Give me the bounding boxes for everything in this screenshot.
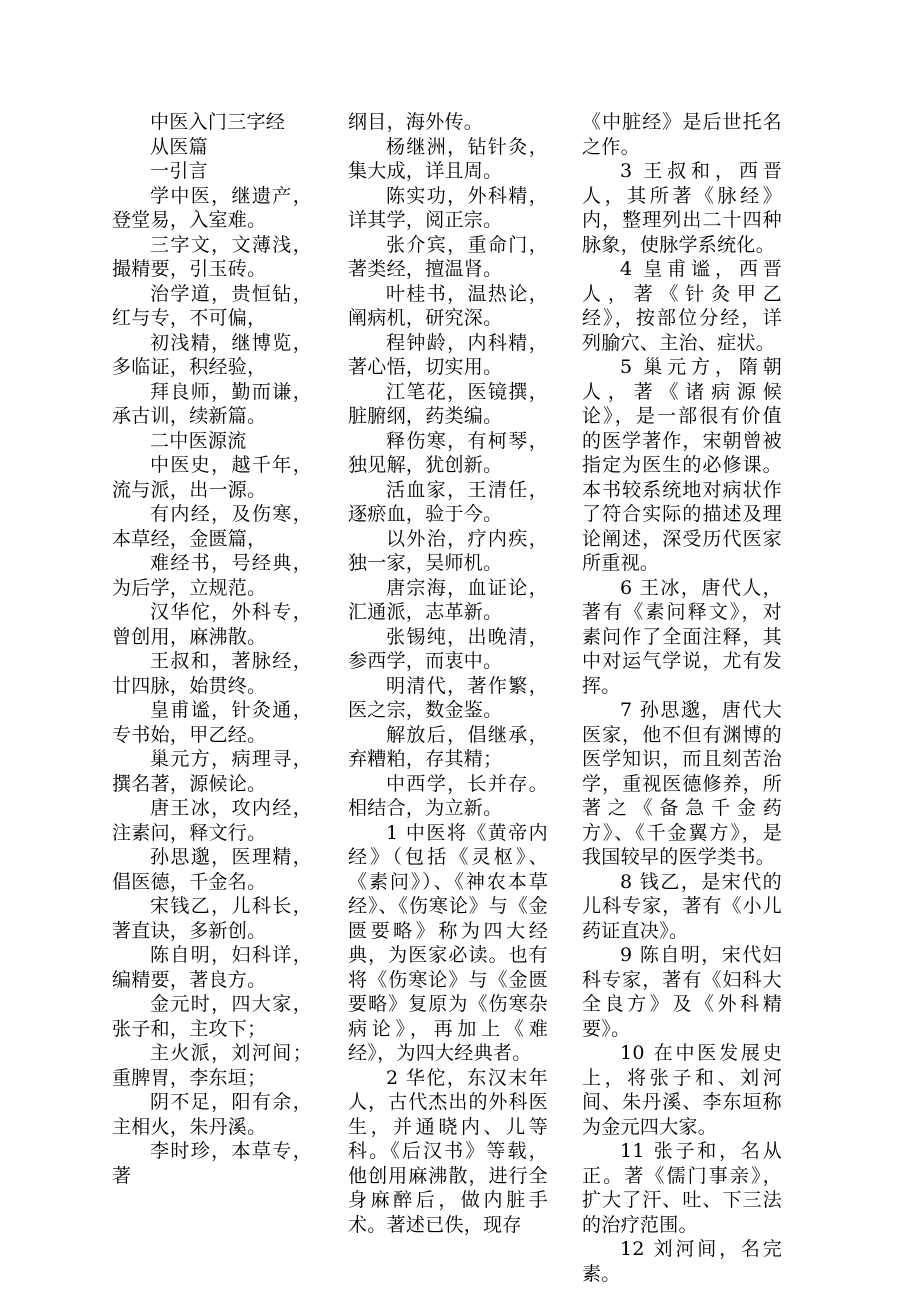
verse-line: 主火派，刘河间；重脾胃，李东垣； bbox=[112, 1042, 312, 1089]
verse-line: 中医史，越千年，流与派，出一源。 bbox=[112, 454, 312, 501]
verse-line: 学中医，继遗产，登堂易，入室难。 bbox=[112, 184, 312, 231]
verse-line: 治学道，贵恒钻，红与专，不可偏， bbox=[112, 282, 312, 329]
verse-line: 解放后，倡继承，弃糟粕，存其精； bbox=[348, 723, 548, 770]
verse-line: 中西学，长并存。相结合，为立新。 bbox=[348, 772, 548, 819]
verse-line: 阴不足，阳有余，主相火，朱丹溪。 bbox=[112, 1091, 312, 1138]
column-middle bbox=[348, 110, 548, 1237]
doc-title: 中医入门三字经 bbox=[150, 111, 286, 133]
verse-line: 宋钱乙，儿科长，著直诀，多新创。 bbox=[112, 895, 312, 942]
verse-line: 巢元方，病理寻，撰名著，源候论。 bbox=[112, 748, 312, 795]
verse-line: 纲目，海外传。 bbox=[348, 111, 484, 133]
verse-line: 陈自明，妇科详，编精要，著良方。 bbox=[112, 944, 312, 991]
verse-line: 唐宗海，血证论，汇通派，志革新。 bbox=[348, 576, 548, 623]
note-paragraph: 11 张子和，名从正。著《儒门事亲》，扩大了汗、吐、下三法的治疗范围。 bbox=[582, 1140, 782, 1236]
note-paragraph: 12 刘河间，名完素。 bbox=[582, 1238, 782, 1285]
note-paragraph: 1 中医将《黄帝内经》（包括《灵枢》、《素问》）、《神农本草经》、《伤寒论》与《金匮要略》称为四大经典，为医家必读。也有将《伤寒论》与《金匮要略》复原为《伤寒杂病论》，再加上《难经》，为四大经典者。 bbox=[348, 821, 548, 1064]
section-heading: 从医篇 bbox=[150, 135, 208, 158]
verse-line: 陈实功，外科精，详其学，阅正宗。 bbox=[348, 184, 548, 231]
verse-line: 程钟龄，内科精，著心悟，切实用。 bbox=[348, 331, 548, 378]
subsection-heading: 二中医源流 bbox=[150, 429, 247, 452]
column-right bbox=[582, 110, 782, 1286]
note-paragraph: 10 在中医发展史上，将张子和、刘河间、朱丹溪、李东垣称为金元四大家。 bbox=[582, 1042, 782, 1138]
verse-line: 江笔花，医镜撰，脏腑纲，药类编。 bbox=[348, 380, 548, 427]
note-paragraph: 5 巢元方，隋朝人，著《诸病源候论》，是一部很有价值的医学著作，宋朝曾被指定为医生的必修课。本书较系统地对病状作了符合实际的描述及理论阐述，深受历代医家所重视。 bbox=[582, 356, 782, 574]
note-paragraph: 7 孙思邈，唐代大医家，他不但有渊博的医学知识，而且刻苦治学，重视医德修养，所著之《备急千金药方》、《千金翼方》，是我国较早的医学类书。 bbox=[582, 699, 782, 868]
verse-line: 王叔和，著脉经，廿四脉，始贯终。 bbox=[112, 650, 312, 697]
verse-line: 明清代，著作繁，医之宗，数金鉴。 bbox=[348, 674, 548, 721]
note-paragraph: 《中脏经》是后世托名之作。 bbox=[582, 111, 782, 158]
note-paragraph: 3 王叔和，西晋人，其所著《脉经》内，整理列出二十四种脉象，使脉学系统化。 bbox=[582, 160, 782, 256]
verse-line: 汉华佗，外科专，曾创用，麻沸散。 bbox=[112, 601, 312, 648]
verse-line: 叶桂书，温热论，阐病机，研究深。 bbox=[348, 282, 548, 329]
verse-line: 释伤寒，有柯琴，独见解，犹创新。 bbox=[348, 429, 548, 476]
verse-line: 张介宾，重命门，著类经，擅温肾。 bbox=[348, 233, 548, 280]
note-paragraph: 8 钱乙，是宋代的儿科专家，著有《小儿药证直决》。 bbox=[582, 870, 782, 942]
verse-line: 难经书，号经典，为后学，立规范。 bbox=[112, 552, 312, 599]
verse-line: 孙思邈，医理精，倡医德，千金名。 bbox=[112, 846, 312, 893]
verse-line: 金元时，四大家，张子和，主攻下； bbox=[112, 993, 312, 1040]
verse-line: 活血家，王清任，逐瘀血，验于今。 bbox=[348, 478, 548, 525]
subsection-heading: 一引言 bbox=[150, 160, 208, 182]
verse-line: 以外治，疗内疾，独一家，吴师机。 bbox=[348, 527, 548, 574]
verse-line: 三字文，文薄浅，撮精要，引玉砖。 bbox=[112, 233, 312, 280]
verse-line: 初浅精，继博览，多临证，积经验， bbox=[112, 331, 312, 378]
note-paragraph: 6 王冰，唐代人，著有《素问释文》，对素问作了全面注释，其中对运气学说，尤有发挥。 bbox=[582, 576, 782, 697]
verse-line: 李时珍，本草专，著 bbox=[112, 1140, 312, 1187]
note-paragraph: 2 华佗，东汉末年人，古代杰出的外科医生，并通晓内、儿等科。《后汉书》等载，他创用麻沸散，进行全身麻醉后，做内脏手术。著述已佚，现存 bbox=[348, 1066, 548, 1236]
verse-line: 皇甫谧，针灸通，专书始，甲乙经。 bbox=[112, 699, 312, 746]
column-left bbox=[112, 110, 312, 1188]
verse-line: 唐王冰，攻内经，注素问，释文行。 bbox=[112, 797, 312, 844]
note-paragraph: 9 陈自明，宋代妇科专家，著有《妇科大全良方》及《外科精要》。 bbox=[582, 944, 782, 1040]
verse-line: 张锡纯，出晚清，参西学，而衷中。 bbox=[348, 625, 548, 672]
verse-line: 拜良师，勤而谦，承古训，续新篇。 bbox=[112, 380, 312, 427]
verse-line: 有内经，及伤寒，本草经，金匮篇， bbox=[112, 503, 312, 550]
note-paragraph: 4 皇甫谧，西晋人，著《针灸甲乙经》，按部位分经，详列腧穴、主治、症状。 bbox=[582, 258, 782, 354]
verse-line: 杨继洲，钻针灸，集大成，详且周。 bbox=[348, 135, 548, 182]
